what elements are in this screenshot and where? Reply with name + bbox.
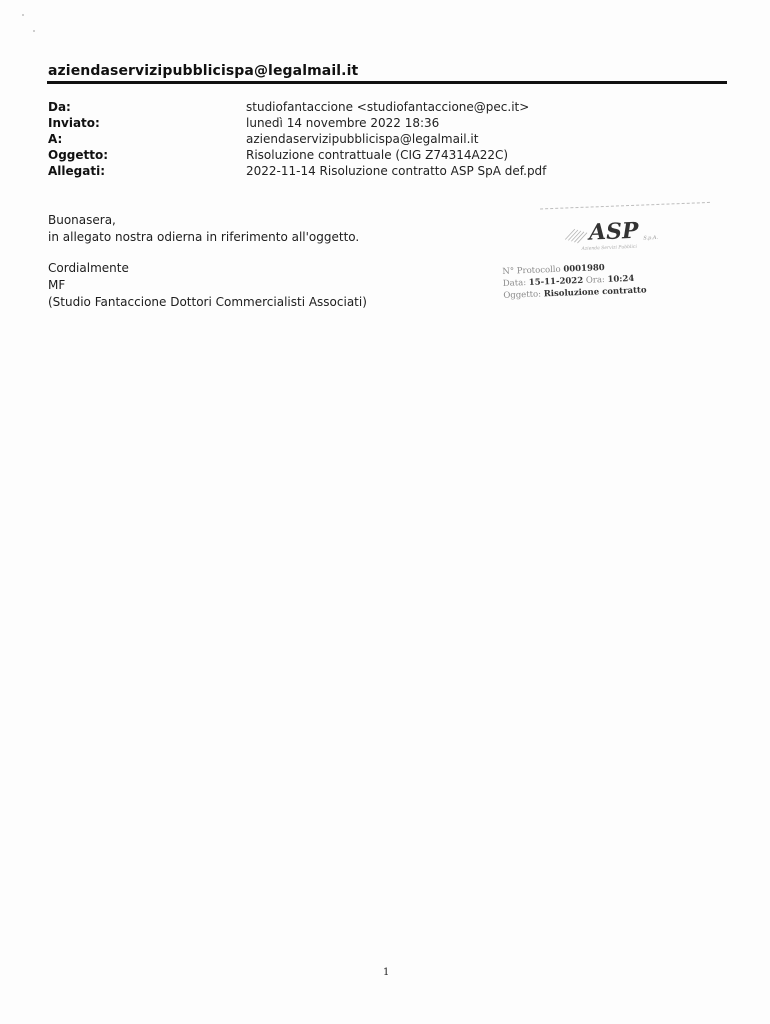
scan-speck	[22, 14, 24, 16]
header-value-sent: lunedì 14 novembre 2022 18:36	[246, 116, 440, 130]
email-body-intro	[48, 212, 359, 246]
email-headers	[48, 99, 708, 179]
message-text: in allegato nostra odierna in riferimento all'oggetto.	[48, 230, 360, 244]
email-signature	[48, 260, 367, 311]
svg-text:Azienda Servizi Pubblici: Azienda Servizi Pubblici	[581, 244, 637, 252]
header-label: Oggetto:	[48, 148, 109, 162]
header-value-subject: Risoluzione contrattuale (CIG Z74314A22C)	[246, 148, 509, 162]
header-label: A:	[48, 132, 63, 146]
stamp-date-value: 15-11-2022	[528, 275, 584, 288]
stamp-subject-value: Risoluzione contratto	[543, 285, 647, 300]
stamp-protocol-number: 0001980	[563, 263, 605, 275]
svg-text:ASP: ASP	[588, 217, 639, 246]
header-row-sent	[48, 115, 708, 131]
header-value-from: studiofantaccione <studiofantaccione@pec.it>	[246, 100, 530, 114]
stamp-dashed-line	[540, 202, 710, 210]
header-value-to: aziendaservizipubblicispa@legalmail.it	[246, 132, 479, 146]
header-label: Da:	[48, 100, 71, 114]
scan-speck	[33, 30, 35, 32]
signature-text: (Studio Fantaccione Dottori Commercialisti Associati)	[48, 295, 367, 309]
stamp-time-label: Ora:	[585, 275, 606, 286]
header-value-attachments: 2022-11-14 Risoluzione contratto ASP SpA def.pdf	[246, 164, 547, 178]
stamp-details	[502, 260, 647, 301]
initials-text: MF	[48, 278, 66, 292]
stamp-time-value: 10:24	[607, 273, 635, 285]
header-label: Allegati:	[48, 164, 105, 178]
stamp-subject-label: Oggetto:	[503, 289, 542, 301]
header-rule	[47, 81, 727, 84]
header-row-from	[48, 99, 708, 115]
svg-text:S.p.A.: S.p.A.	[643, 234, 659, 242]
closing-text: Cordialmente	[48, 261, 129, 275]
header-row-attachments	[48, 163, 708, 179]
header-row-to	[48, 131, 708, 147]
greeting-text: Buonasera,	[48, 213, 116, 227]
asp-logo-icon	[562, 211, 678, 255]
header-label: Inviato:	[48, 116, 100, 130]
header-row-subject	[48, 147, 708, 163]
page-number: 1	[383, 967, 390, 978]
stamp-protocol-label: N° Protocollo	[502, 264, 561, 277]
stamp-date-label: Data:	[502, 278, 527, 289]
mailbox-address: aziendaservizipubblicispa@legalmail.it	[48, 63, 359, 79]
protocol-stamp	[500, 200, 719, 313]
